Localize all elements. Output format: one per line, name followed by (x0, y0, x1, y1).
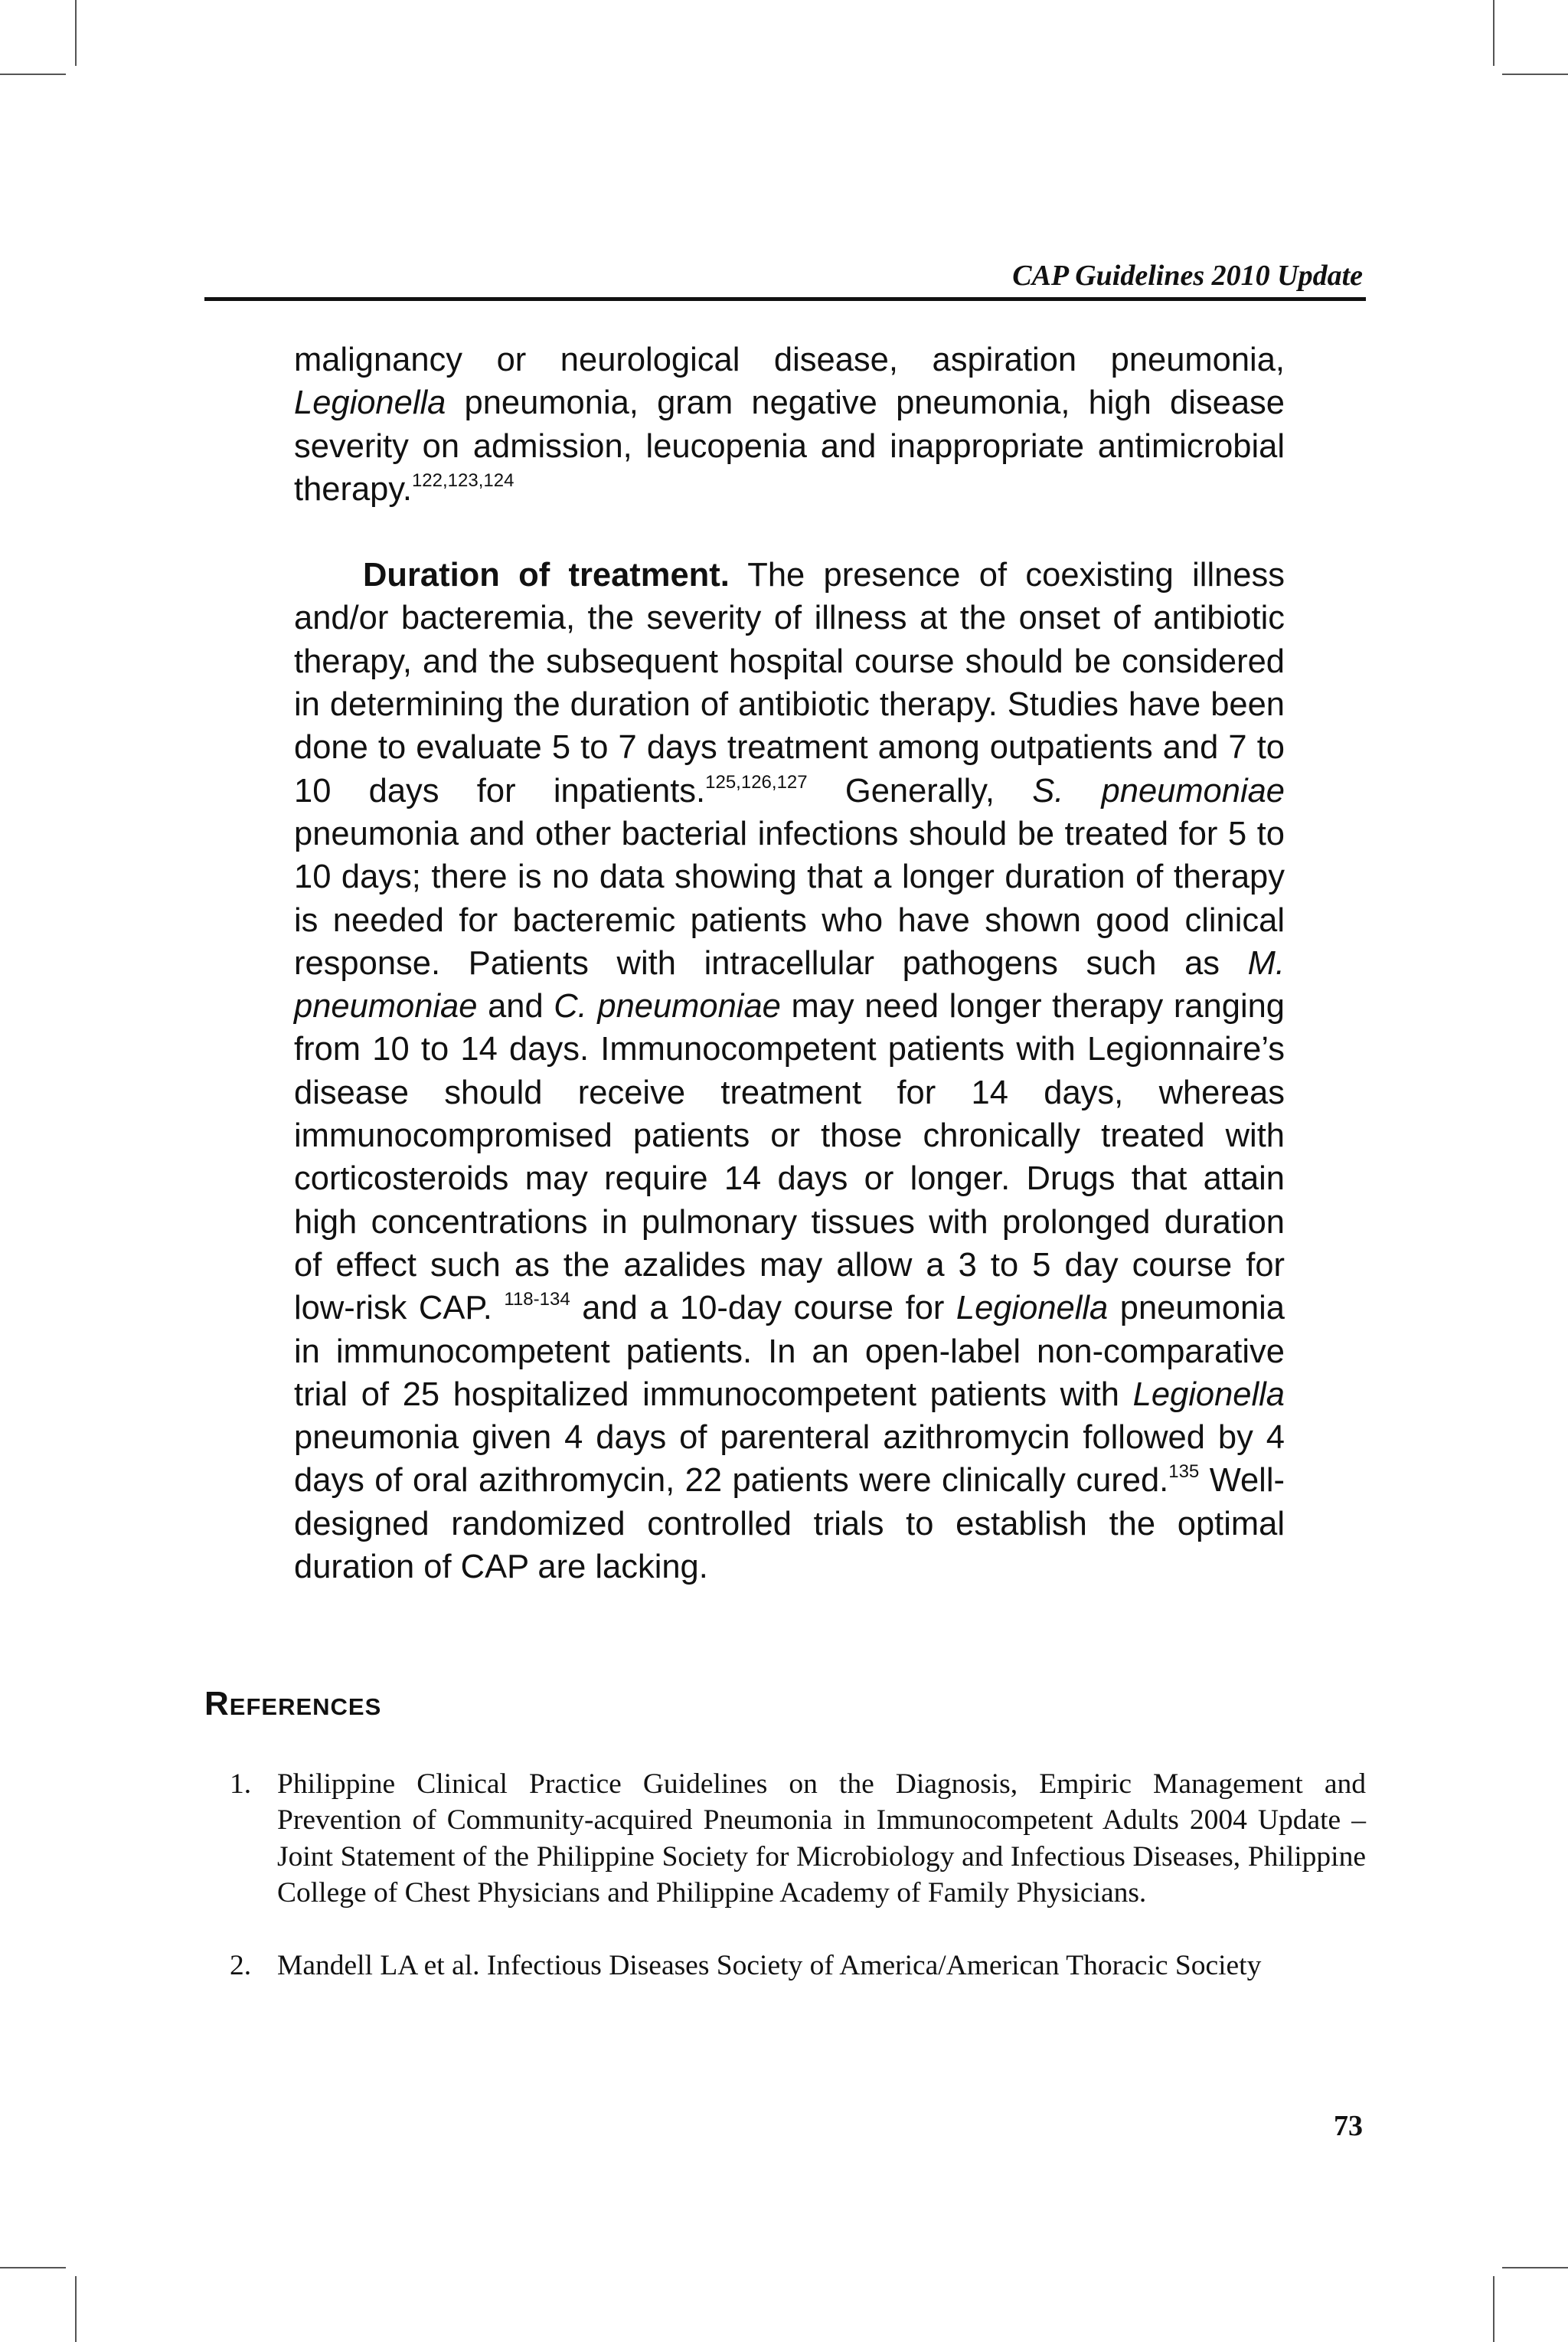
italic-term: Legionella (956, 1290, 1109, 1327)
reference-text: Philippine Clinical Practice Guidelines on the Diagnosis, Empiric Management and Prevention of Community-acquired Pneumonia in Immunocompetent Adults 2004 Update – Joint Statement of the Philippine Society for Microbiology and Infectious Diseases, Philippine College of Chest Physicians and Philippine Academy of Family Physicians. (277, 1768, 1366, 1909)
citation-superscript: 118-134 (504, 1289, 570, 1310)
references-heading (204, 1683, 381, 1725)
references-heading-text: References (204, 1685, 382, 1722)
italic-term: S. pneumoniae (1032, 772, 1285, 810)
crop-mark-top-right-vertical (1493, 0, 1494, 66)
citation-superscript: 125,126,127 (705, 771, 808, 793)
reference-number: 1. (230, 1768, 252, 1800)
citation-superscript: 135 (1168, 1461, 1200, 1483)
crop-mark-bottom-right-horizontal (1502, 2267, 1568, 2268)
body-text (294, 339, 1285, 1588)
text-run: and (477, 988, 554, 1025)
text-run: Generally, (807, 772, 1033, 810)
text-run: and a 10-day course for (570, 1290, 956, 1327)
header-rule (204, 297, 1366, 301)
reference-item (230, 1948, 1366, 1984)
reference-item (230, 1766, 1366, 1912)
crop-mark-bottom-right-vertical (1493, 2276, 1494, 2342)
paragraph-continuation (294, 339, 1285, 511)
text-run: Well-designed randomized controlled trials to establish the optimal duration of CAP are lacking. (294, 1462, 1285, 1586)
text-run: pneumonia given 4 days of parenteral azithromycin followed by 4 days of oral azithromycin, 22 patients were clinically cured. (294, 1419, 1285, 1500)
text-run: malignancy or neurological disease, aspiration pneumonia, (294, 342, 1285, 378)
paragraph-duration-of-treatment (294, 554, 1285, 1588)
paragraph-heading: Duration of treatment. (363, 557, 730, 594)
italic-term: C. pneumoniae (554, 988, 781, 1025)
crop-mark-bottom-left-horizontal (0, 2267, 66, 2268)
text-run: pneumonia in immunocompetent patients. In an open-label non-comparative trial of 25 hospitalized immunocompetent patients with (294, 1290, 1285, 1413)
citation-superscript: 122,123,124 (411, 469, 514, 491)
crop-mark-bottom-left-vertical (75, 2276, 77, 2342)
text-run: The presence of coexisting illness and/or bacteremia, the severity of illness at the onset of antibiotic therapy, and the subsequent hospital course should be considered in determining the duration of antibiotic therapy. Studies have been done to evaluate 5 to 7 days treatment among outpatients and 7 to 10 days for inpatients. (294, 557, 1285, 810)
crop-mark-top-left-vertical (75, 0, 77, 66)
text-run: pneumonia, gram negative pneumonia, high disease severity on admission, leucopenia and inappropriate antimicrobial therapy. (294, 384, 1285, 508)
italic-term: Legionella (294, 384, 446, 422)
crop-mark-top-right-horizontal (1502, 74, 1568, 75)
text-run: may need longer therapy ranging from 10 to 14 days. Immunocompetent patients with Legionnaire’s disease should receive treatment for 14 days, whereas immunocompromised patients or those chronically treated with corticosteroids may require 14 days or longer. Drugs that attain high concentrations in pulmonary tissues with prolonged duration of effect such as the azalides may allow a 3 to 5 day course for low-risk CAP. (294, 988, 1285, 1327)
page-number: 73 (1334, 2110, 1363, 2142)
italic-term: Legionella (1132, 1375, 1285, 1413)
running-header: CAP Guidelines 2010 Update (1012, 260, 1363, 292)
italic-term: M. pneumoniae (294, 944, 1285, 1025)
reference-text: Mandell LA et al. Infectious Diseases Society of America/American Thoracic Society (277, 1949, 1262, 1981)
reference-number: 2. (230, 1949, 252, 1981)
references-list (230, 1766, 1366, 1984)
crop-mark-top-left-horizontal (0, 74, 66, 75)
text-run: pneumonia and other bacterial infections should be treated for 5 to 10 days; there is no data showing that a longer duration of therapy is needed for bacteremic patients who have shown good clinical response. Patients with intracellular pathogens such as (294, 815, 1285, 982)
